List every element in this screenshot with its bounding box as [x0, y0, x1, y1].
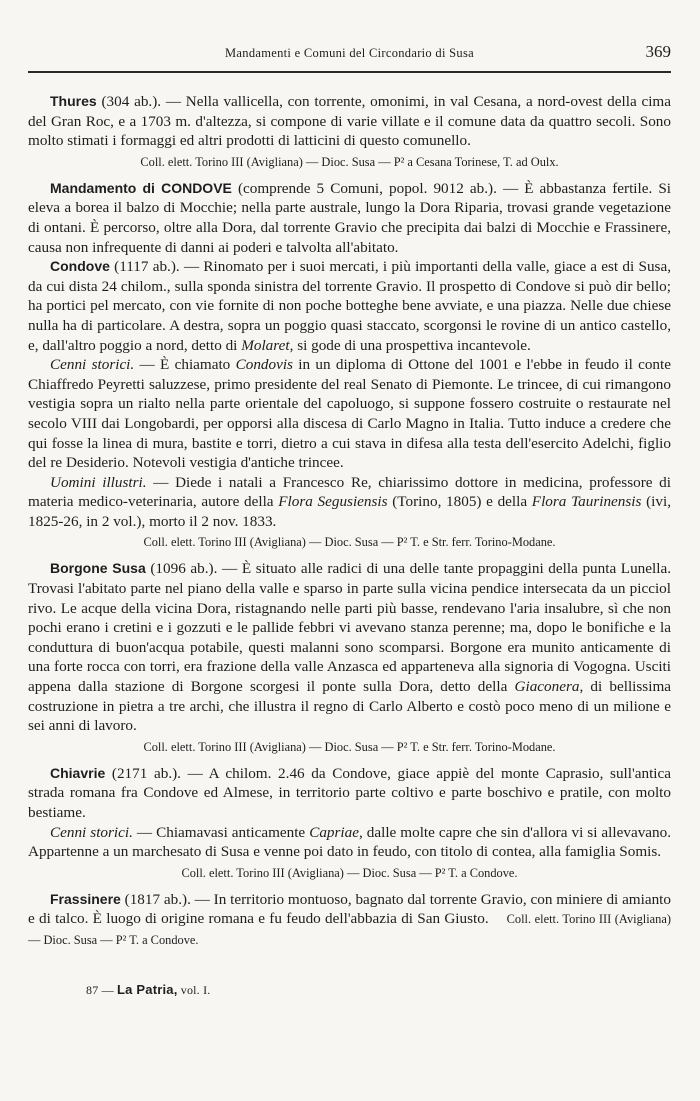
footer [86, 982, 210, 998]
entry-title: Condove [50, 258, 110, 275]
running-header [28, 42, 671, 66]
entry-title: Mandamento di CONDOVE [50, 179, 232, 196]
entry-title: Thures [50, 93, 97, 109]
entry-title: Frassinere [50, 890, 121, 907]
running-title: Mandamenti e Comuni del Circondario di Susa [225, 46, 474, 60]
footer-number: 87 — [86, 983, 114, 997]
entry-borgone: Borgone Susa (1096 ab.). — È situato alle radici di una delle tante propaggini della punta Lunella. Trovasi l'abitato parte nel piano della valle e sparso in parte sulla vicina pendice intersecata da un picciol rivo. Le acque della vicina Dora, ristagnando nelle parti più basse, rendevano l'aria insalubre, sì che non pochi erano i cretini e i gozzuti e le pallide febbri vi avevano stanza perenne; ma, dopo le bonifiche e la conduttura di buon'acqua potabile, questi malanni sono scomparsi. Borgone era munito anticamente di una forte rocca con torri, era frazione della valle Anzasca ed apparteneva alla signoria di Vogogna. Usciti appena dalla stazione di Borgone scorgesi il ponte sulla Dora, detto della Giaconera, di bellissima costruzione in pietra a tre archi, che illustra il regno di Carlo Alberto e costò poco meno di un milione e sei anni di lavoro. [28, 560, 671, 735]
chiavrie-storici: Cenni storici. — Chiamavasi anticamente Capriae, dalle molte capre che sin d'allora vi si allevavano. Appartenne a un marchesato di Susa e venne poi dato in feudo, con titolo di contea, alla famiglia Somis. [28, 823, 672, 861]
entry-text: (304 ab.). — Nella vallicella, con torrente, omonimi, in val Cesana, a nord-ovest della cima del Gran Roc, e a 1703 m. d'altezza, si compone di varie villate e il comune data da quattro secoli. Sono molto stimati i formaggi ed altri prodotti di latticini di questo comunello. [28, 93, 671, 150]
condove-storici: Cenni storici. — È chiamato Condovis in un diploma di Ottone del 1001 e l'ebbe in feudo il conte Chiaffredo Peyretti saluzzese, primo presidente del real Senato di Piemonte. Le trincee, di cui rimangono vestigia sopra un rialto nella parte orientale del capoluogo, si suppone fossero costruite o restaurate nel secolo VIII dai Longobardi, per opporsi alla discesa di Carlo Magno in Italia. Tutto induce a credere che qui fosse la linea di mura, bastite e torri, dietro a cui stava in difesa alla testa dell'esercito Adelchi, figlio del re Desiderio. Notevoli vestigia d'antiche trincee. [28, 356, 671, 472]
entry-note: Coll. elett. Torino III (Avigliana) — Dioc. Susa — P² T. a Condove. [181, 865, 518, 880]
entry-chiavrie: Chiavrie (2171 ab.). — A chilom. 2.46 da Condove, giace appiè del monte Caprasio, sull'antica strada romana fra Condove ed Almese, in territorio parte coltivo e parte boschivo e pratile, con molto bestiame. [28, 764, 671, 821]
page-body [28, 92, 671, 951]
entry-mandamento [28, 179, 671, 257]
footer-volume: vol. I. [180, 983, 211, 997]
page-number: 369 [645, 42, 671, 61]
header-rule [28, 71, 671, 73]
footer-logo: La Patria, [117, 982, 178, 997]
entry-note: Coll. elett. Torino III (Avigliana) — Dioc. Susa — P² T. e Str. ferr. Torino-Modane. [143, 535, 556, 550]
entry-note: Coll. elett. Torino III (Avigliana) — Dioc. Susa — P² a Cesana Torinese, T. ad Oulx. [140, 154, 559, 169]
entry-thures [28, 92, 671, 151]
entry-condove: Condove (1117 ab.). — Rinomato per i suoi mercati, i più importanti della valle, giace a est di Susa, da cui dista 24 chilom., sulla sponda sinistra del torrente Gravio. Il prospetto di Condove si può dir bello; ha portici pel mercato, con vie fornite di non poche botteghe bene avviate, e una piazza. Nelle due chiese nulla ha di particolare. A destra, sopra un poggio quasi staccato, scorgonsi le rovine di un antico castello, e, dall'altro poggio a nord, detto di Molaret, si gode di una prospettiva incantevole. [28, 258, 671, 354]
entry-text: (comprende 5 Comuni, popol. 9012 ab.). — È abbastanza fertile. Si eleva a borea il balzo di Mocchie; nella parte australe, lungo la Dora Riparia, trovasi grande vegetazione di ontani. È percorso, oltre alla Dora, dal torrente Gravio che precipita dai balzi di Mocchie e Frassinere, causa non infrequente di danni ai poderi e talvolta all'abitato. [28, 179, 671, 256]
entry-title: Borgone Susa [50, 560, 146, 577]
condove-uomini: Uomini illustri. — Diede i natali a Francesco Re, chiarissimo dottore in medicina, professore di materia medico-veterinaria, autore della Flora Segusiensis (Torino, 1805) e della Flora Taurinensis (ivi, 1825-26, in 2 vol.), morto il 2 nov. 1833. [28, 473, 671, 530]
entry-note: Coll. elett. Torino III (Avigliana) — Dioc. Susa — P² T. e Str. ferr. Torino-Modane. [143, 739, 556, 754]
entry-frassinere: Frassinere (1817 ab.). — In territorio montuoso, bagnato dal torrente Gravio, con miniere di amianto e di talco. È luogo di origine romana e fu feudo dell'abbazia di San Giusto. Coll. elett. Torino III (Avigliana) — Dioc. Susa — P² T. a Condove. [28, 890, 671, 947]
entry-note: Coll. elett. Torino III (Avigliana) — Dioc. Susa — P² T. a Condove. [28, 912, 671, 947]
entry-title: Chiavrie [50, 764, 106, 781]
